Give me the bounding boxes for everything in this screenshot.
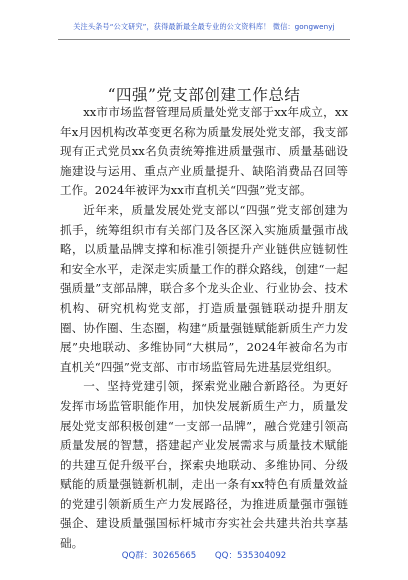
footer-qq-group: QQ群：30265665 bbox=[121, 551, 197, 561]
header-divider bbox=[58, 39, 350, 40]
document-title: “四强”党支部创建工作总结 bbox=[107, 86, 301, 104]
paragraph-intro: xx市市场监督管理局质量处党支部于xx年成立，xx年x月因机构改革变更名称为质量发展处党支部，我支部现有正式党员xx名负责统筹推进质量强市、质量基础设施建设与运用、重点产业质量提升、缺陷消费品召回等工作。2024年被评为xx市直机关“四强”党支部。 bbox=[60, 105, 348, 198]
header-banner: 关注头条号“公文研究”，获得最新最全最专业的公文资料库！ 微信：gongwenyj bbox=[73, 22, 335, 31]
paragraph-overview: 近年来，质量发展处党支部以“四强”党支部创建为抓手，统筹组织市有关部门及各区深入实施质量强市战略，以质量品牌支撑和标准引领提升产业链供应链韧性和安全水平，走深走实质量工作的群众路线，创建“一起强质量”支部品牌，联合多个龙头企业、行业协会、技术机构、研究机构党支部，打造质量强链联动提升朋友圈、协作圈、生态圈，构建“质量强链赋能新质生产力发展”央地联动、多维协同“大棋局”，2024年被命名为市直机关“四强”党支部、市市场监管局先进基层党组织。 bbox=[60, 202, 348, 374]
paragraph-section-one: 一、坚持党建引领，探索党业融合新路径。为更好发挥市场监管职能作用，加快发展新质生产力，质量发展处党支部积极创建“一支部一品牌”，融合党建引领高质量发展的智慧，搭建起产业发展需求与质量技术赋能的共建互促升级平台，探索央地联动、多维协同、分级赋能的质量强链新机制，走出一条有xx特色有质量效益的党建引领新质生产力发展路径，为推进质量强市强链强企、建设质量强国标杆城市夯实社会共建共治共享基础。 bbox=[60, 379, 348, 551]
footer bbox=[0, 549, 408, 561]
document-body bbox=[60, 103, 348, 554]
footer-qq-number: QQ：535304092 bbox=[214, 551, 287, 561]
